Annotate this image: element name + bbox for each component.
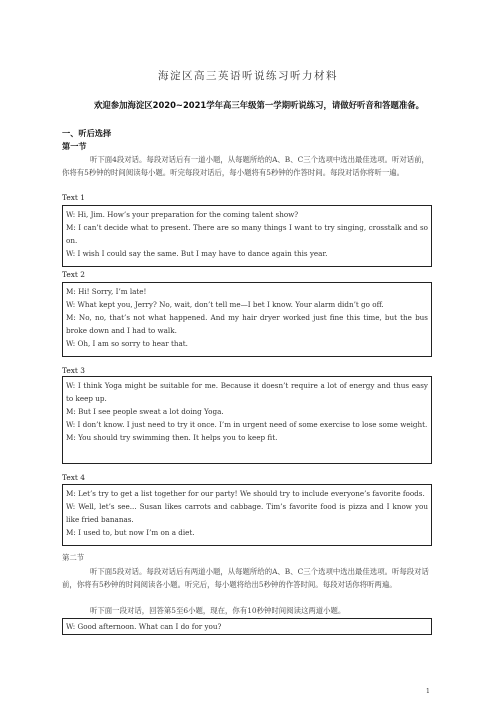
section-heading: 一、听后选择 (62, 128, 112, 138)
dialogue-box (62, 282, 432, 357)
text-label: Text 4 (62, 473, 85, 482)
dialogue-box (62, 205, 432, 267)
dialogue-line: M: I can’t decide what to present. There are so many things I want to try singing, crosstalk and so on. (66, 223, 428, 245)
dialogue-box (62, 484, 432, 546)
text-label: Text 2 (62, 270, 85, 279)
dialogue-line: W: Good afternoon. What can I do for you? (66, 622, 222, 631)
dialogue-line: M: You should try swimming then. It helps you to keep fit. (66, 433, 278, 442)
part-one-heading: 第一节 (62, 141, 87, 151)
dialogue-box (62, 376, 432, 464)
welcome-paragraph: 欢迎参加海淀区2020~2021学年高三年级第一学期听说练习，请做好听音和答题准备。 (94, 100, 425, 110)
dialogue-line: W: Hi, Jim. How’s your preparation for the coming talent show? (66, 210, 299, 219)
page-number: 1 (426, 688, 430, 695)
dialogue-line: M: I used to, but now I’m on a diet. (66, 528, 195, 537)
dialogue-line: W: What kept you, Jerry? No, wait, don’t tell me—I bet I know. Your alarm didn’t go off. (66, 300, 384, 309)
dialogue-line: M: No, no, that’s not what happened. And my hair dryer worked just fine this time, but the bus broke down and I had to walk. (66, 313, 428, 335)
dialogue-line: M: Hi! Sorry, I’m late! (66, 287, 147, 296)
dialogue-line: M: But I see people sweat a lot doing Yoga. (66, 407, 224, 416)
part-two-heading: 第二节 (62, 553, 85, 562)
part-one-instructions: 听下面4段对话。每段对话后有一道小题，从每题所给的A、B、C三个选项中选出最佳选项。听对话前，你将有5秒钟的时间阅读每小题。听完每段对话后，每小题将有5秒钟的作答时间。每段对话你将听一遍。 (62, 155, 429, 177)
dialogue-line: W: I don’t know. I just need to try it once. I’m in urgent need of some exercise to lose some weight. (66, 420, 428, 429)
part-two-sub-instructions: 听下面一段对话，回答第5至6小题，现在，你有10秒钟时间阅读这两道小题。 (90, 606, 346, 615)
text-label: Text 3 (62, 366, 85, 375)
dialogue-line: M: Let’s try to get a list together for our party! We should try to include everyone’s favorite foods. (66, 489, 425, 498)
text-label: Text 1 (62, 193, 85, 202)
dialogue-line: W: I wish I could say the same. But I may have to dance again this year. (66, 249, 328, 258)
page-title: 海淀区高三英语听说练习听力材料 (158, 70, 338, 82)
part-two-instructions: 听下面5段对话。每段对话后有两道小题，从每题所给的A、B、C三个选项中选出最佳选项。听每段对话前，你将有5秒钟的时间阅读各小题。听完后，每小题将给出5秒钟的作答时间。每段对话你将听两遍。 (62, 567, 429, 589)
dialogue-line: W: Well, let’s see... Susan likes carrots and cabbage. Tim’s favorite food is pizza and I know you like fried bananas. (66, 502, 428, 524)
dialogue-line: W: Oh, I am so sorry to hear that. (66, 339, 188, 348)
dialogue-line: W: I think Yoga might be suitable for me. Because it doesn’t require a lot of energy and thus easy to keep up. (66, 381, 428, 403)
dialogue-box (62, 618, 432, 635)
